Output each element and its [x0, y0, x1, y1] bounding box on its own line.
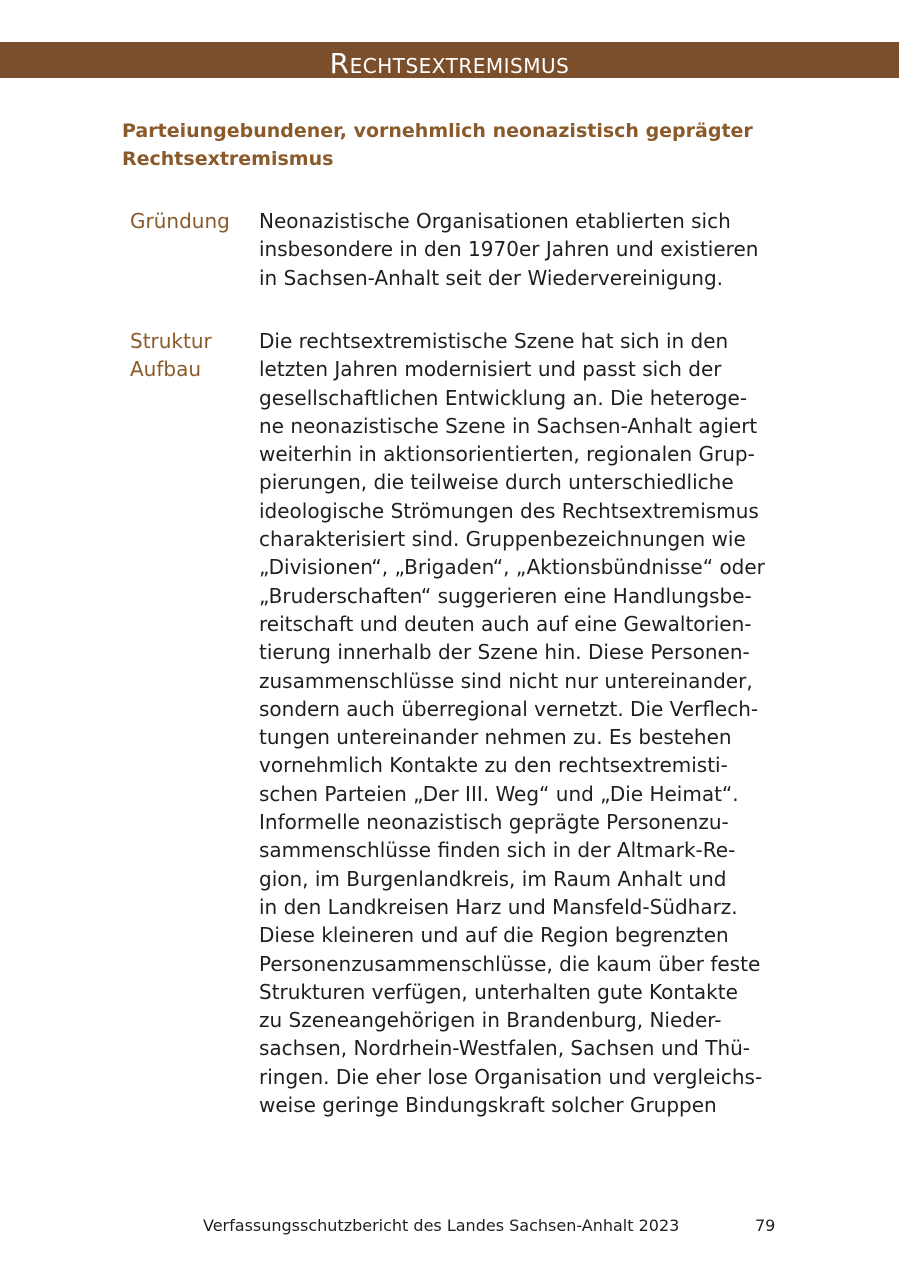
chapter-title: Rechtsextremismus: [329, 47, 570, 80]
text-line: insbesondere in den 1970er Jahren und existieren: [259, 237, 759, 262]
text-line: Personenzusammenschlüsse, die kaum über feste: [259, 951, 761, 976]
text-line: gion, im Burgenlandkreis, im Raum Anhalt und: [259, 866, 727, 891]
text-line: schen Parteien „Der III. Weg“ und „Die Heimat“.: [259, 781, 739, 806]
entry-label-line: Struktur: [130, 329, 212, 353]
text-line: zu Szeneangehörigen in Brandenburg, Nieder-: [259, 1008, 722, 1033]
text-line: ringen. Die eher lose Organisation und vergleichs-: [259, 1064, 763, 1089]
entry-label-struktur-aufbau: [130, 327, 255, 384]
text-line: sachsen, Nordrhein-Westfalen, Sachsen und Thü-: [259, 1036, 751, 1061]
text-line: vornehmlich Kontakte zu den rechtsextremisti-: [259, 753, 728, 778]
text-line: Neonazistische Organisationen etablierten sich: [259, 209, 731, 233]
text-line: Strukturen verfügen, unterhalten gute Kontakte: [259, 979, 738, 1004]
text-line: weise geringe Bindungskraft solcher Gruppen: [259, 1093, 717, 1118]
text-line: pierungen, die teilweise durch unterschiedliche: [259, 470, 734, 495]
text-line: ideologische Strömungen des Rechtsextremismus: [259, 498, 759, 523]
text-line: reitschaft und deuten auch auf eine Gewaltorien-: [259, 611, 752, 636]
text-line: sondern auch überregional vernetzt. Die Verflech-: [259, 696, 759, 721]
entry-label-line: Aufbau: [130, 357, 202, 382]
text-line: weiterhin in aktionsorientierten, regionalen Grup-: [259, 442, 755, 467]
text-line: Diese kleineren und auf die Region begrenzten: [259, 923, 729, 948]
text-line: ne neonazistische Szene in Sachsen-Anhalt agiert: [259, 413, 758, 438]
text-line: in Sachsen-Anhalt seit der Wiedervereinigung.: [259, 265, 724, 290]
text-line: letzten Jahren modernisiert und passt sich der: [259, 357, 722, 382]
text-line: „Bruderschaften“ suggerieren eine Handlungsbe-: [259, 583, 752, 608]
text-line: tierung innerhalb der Szene hin. Diese Personen-: [259, 640, 750, 665]
entry-label-gruendung: [130, 207, 255, 235]
footer-publication-title: Verfassungsschutzbericht des Landes Sachsen-Anhalt 2023: [203, 1216, 680, 1235]
text-line: „Divisionen“, „Brigaden“, „Aktionsbündnisse“ oder: [259, 555, 765, 580]
text-line: in den Landkreisen Harz und Mansfeld-Südharz.: [259, 894, 738, 919]
text-line: zusammenschlüsse sind nicht nur untereinander,: [259, 668, 753, 693]
page-number: 79: [755, 1216, 776, 1235]
text-line: Die rechtsextremistische Szene hat sich in den: [259, 329, 729, 353]
text-line: Informelle neonazistisch geprägte Personenzu-: [259, 810, 729, 835]
entry-text-struktur-aufbau: [259, 327, 779, 1119]
chapter-header-bar: [0, 42, 899, 78]
section-heading: Parteiungebundener, vornehmlich neonazistisch geprägter Rechtsextremismus: [122, 120, 753, 170]
entry-label-line: Gründung: [130, 209, 230, 233]
text-line: sammenschlüsse finden sich in der Altmark-Re-: [259, 838, 736, 863]
text-line: tungen untereinander nehmen zu. Es bestehen: [259, 725, 732, 750]
text-line: gesellschaftlichen Entwicklung an. Die heteroge-: [259, 385, 748, 410]
text-line: charakterisiert sind. Gruppenbezeichnungen wie: [259, 527, 746, 552]
entry-text-gruendung: [259, 207, 779, 292]
